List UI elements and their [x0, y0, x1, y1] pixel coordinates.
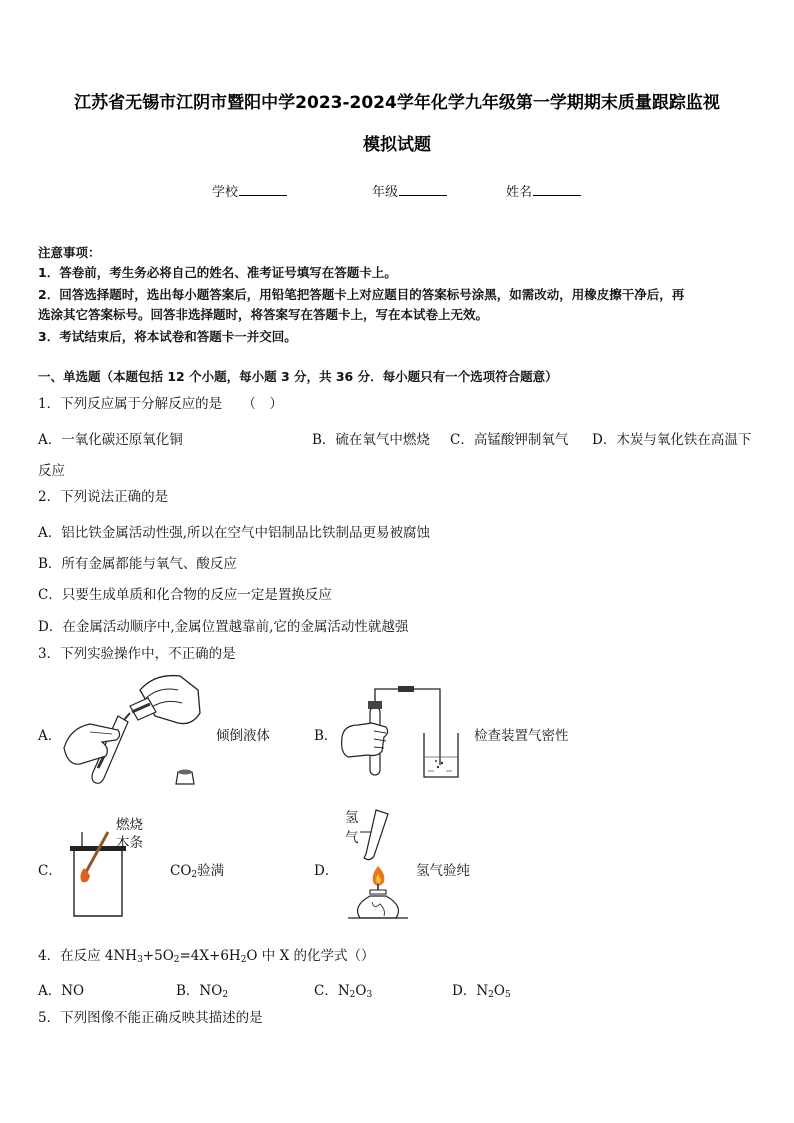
notes-item-3: 3．考试结束后，将本试卷和答题卡一并交回。	[38, 329, 297, 344]
hydrogen-label-2: 气	[345, 830, 359, 846]
q2-option-a: A．铝比铁金属活动性强,所以在空气中铝制品比铁制品更易被腐蚀	[38, 525, 431, 541]
q1-stem: 1．下列反应属于分解反应的是 （ ）	[38, 396, 283, 412]
notes-item-1: 1．答卷前，考生务必将自己的姓名、准考证号填写在答题卡上。	[38, 265, 397, 280]
q3-option-a-caption: 倾倒液体	[216, 728, 270, 744]
notes-heading: 注意事项：	[38, 245, 101, 260]
stick-label: 木条	[116, 835, 143, 851]
q3-option-a-label: A．	[38, 728, 62, 744]
notes-item-2: 2．回答选择题时，选出每小题答案后，用铅笔把答题卡上对应题目的答案标号涂黑，如需改动，用橡皮擦干净后，再	[38, 287, 685, 302]
q5-stem: 5．下列图像不能正确反映其描述的是	[38, 1010, 263, 1026]
grade-blank	[399, 183, 447, 196]
q3-option-b-label: B．	[314, 728, 338, 744]
q1-option-d-cont: 反应	[38, 463, 65, 479]
hydrogen-label-1: 氢	[345, 810, 359, 826]
exam-title-line2: 模拟试题	[363, 135, 431, 155]
q2-stem: 2．下列说法正确的是	[38, 489, 169, 505]
name-label: 姓名	[506, 185, 533, 200]
q4-option-c: C．$N_2O_3$	[314, 983, 373, 1000]
q1-option-a: A．一氧化碳还原氧化铜	[38, 432, 183, 448]
q2-option-b: B．所有金属都能与氧气、酸反应	[38, 556, 237, 572]
q1-option-d: D．木炭与氧化铁在高温下	[592, 432, 752, 448]
name-blank	[533, 183, 581, 196]
q2-option-d: D．在金属活动顺序中,金属位置越靠前,它的金属活动性就越强	[38, 619, 409, 635]
grade-label: 年级	[372, 185, 399, 200]
q1-option-b: B．硫在氧气中燃烧	[312, 432, 430, 448]
q4-option-d: D．$N_2O_5$	[452, 983, 511, 1000]
q2-option-c: C．只要生成单质和化合物的反应一定是置换反应	[38, 587, 332, 603]
q3-c-figure-label	[116, 816, 143, 852]
q3-option-d-label: D．	[314, 863, 339, 879]
q3-option-b-caption: 检查装置气密性	[474, 728, 569, 744]
school-label: 学校	[212, 185, 239, 200]
airtightness-check-figure	[338, 685, 468, 785]
exam-title-line1: 江苏省无锡市江阴市暨阳中学2023-2024学年化学九年级第一学期期末质量跟踪监视	[74, 93, 720, 113]
burning-label: 燃烧	[116, 817, 143, 833]
q4-option-b: B．$NO_2$	[176, 983, 229, 1000]
pouring-liquid-figure	[60, 668, 210, 793]
q3-option-c-caption: $CO_2$验满	[170, 863, 225, 880]
q1-option-c: C．高锰酸钾制氧气	[450, 432, 569, 448]
name-field	[506, 181, 581, 200]
notes-item-2-cont: 选涂其它答案标号。回答非选择题时，将答案写在答题卡上，写在本试卷上无效。	[38, 307, 489, 322]
q3-option-d-caption: 氢气验纯	[416, 863, 470, 879]
grade-field	[372, 181, 447, 200]
hydrogen-purity-figure	[340, 806, 415, 924]
school-field	[212, 181, 287, 200]
section1-heading: 一、单选题（本题包括 12 个小题，每小题 3 分，共 36 分．每小题只有一个选项符合题意）	[38, 369, 558, 384]
q3-option-c-label: C．	[38, 863, 62, 879]
q4-stem: 4．在反应 $4NH_3+5O_2=4X+6H_2O$ 中 X 的化学式（）	[38, 948, 375, 965]
q4-option-a: A．NO	[38, 983, 85, 999]
q3-stem: 3．下列实验操作中，不正确的是	[38, 646, 236, 662]
school-blank	[239, 183, 287, 196]
